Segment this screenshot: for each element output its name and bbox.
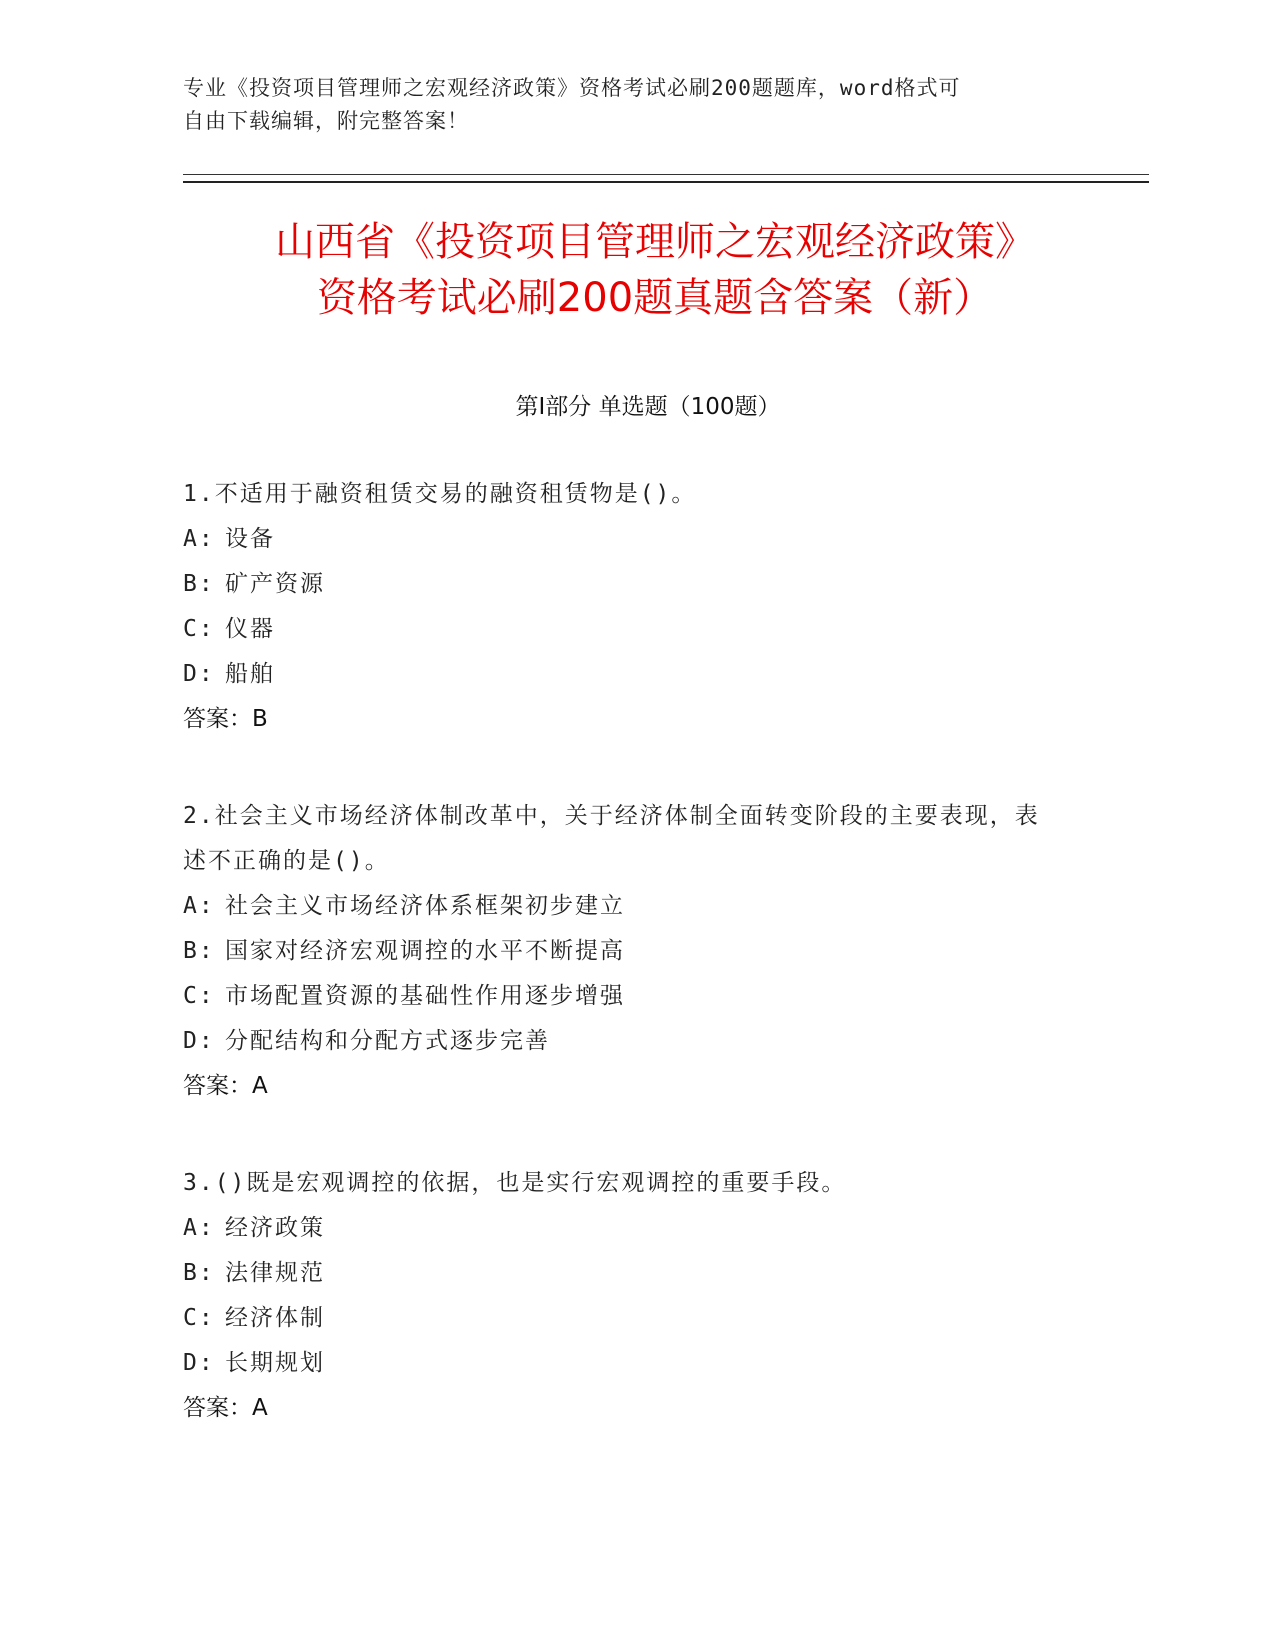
option-a [183, 884, 1053, 929]
option-text: 法律规范 [225, 1260, 325, 1286]
answer-line: 答案：B [183, 706, 268, 732]
answer-line: 答案：A [183, 1395, 268, 1421]
question-stem: 1.不适用于融资租赁交易的融资租赁物是()。 [183, 481, 697, 507]
option-letter: C: [183, 616, 215, 642]
option-text: 分配结构和分配方式逐步完善 [225, 1028, 550, 1054]
header-divider-thick [183, 181, 1149, 183]
option-letter: B: [183, 938, 215, 964]
option-letter: B: [183, 1260, 215, 1286]
title-line-2: 资格考试必刷200题真题含答案（新） [316, 275, 994, 321]
option-letter: D: [183, 661, 215, 687]
option-b [183, 562, 1053, 607]
option-d [183, 652, 1053, 697]
question-stem: 3.()既是宏观调控的依据，也是实行宏观调控的重要手段。 [183, 1170, 847, 1196]
option-a [183, 1206, 1053, 1251]
header-divider-thin [183, 174, 1149, 175]
option-c [183, 974, 1053, 1019]
title-line-1: 山西省《投资项目管理师之宏观经济政策》 [275, 219, 1035, 265]
option-text: 经济政策 [225, 1215, 325, 1241]
option-letter: C: [183, 1305, 215, 1331]
option-letter: A: [183, 526, 215, 552]
question-item [183, 472, 1053, 742]
option-letter: B: [183, 571, 215, 597]
option-letter: A: [183, 1215, 215, 1241]
option-text: 设备 [225, 526, 275, 552]
option-letter: D: [183, 1028, 215, 1054]
intro-line-1: 专业《投资项目管理师之宏观经济政策》资格考试必刷200题题库，word格式可 [183, 76, 961, 100]
question-stem: 2.社会主义市场经济体制改革中，关于经济体制全面转变阶段的主要表现，表述不正确的是()。 [183, 803, 1040, 874]
question-item [183, 794, 1053, 1109]
option-letter: C: [183, 983, 215, 1009]
option-c [183, 607, 1053, 652]
option-a [183, 517, 1053, 562]
intro-line-2: 自由下载编辑，附完整答案！ [183, 109, 469, 133]
intro-text [183, 72, 1063, 138]
option-text: 市场配置资源的基础性作用逐步增强 [225, 983, 625, 1009]
option-b [183, 929, 1053, 974]
answer-line: 答案：A [183, 1073, 268, 1099]
option-text: 长期规划 [225, 1350, 325, 1376]
option-text: 船舶 [225, 661, 275, 687]
option-text: 仪器 [225, 616, 275, 642]
option-text: 矿产资源 [225, 571, 325, 597]
option-d [183, 1341, 1053, 1386]
option-text: 经济体制 [225, 1305, 325, 1331]
option-letter: A: [183, 893, 215, 919]
document-title [150, 214, 1160, 326]
option-b [183, 1251, 1053, 1296]
option-c [183, 1296, 1053, 1341]
option-d [183, 1019, 1053, 1064]
question-list [183, 472, 1053, 1483]
question-item [183, 1161, 1053, 1431]
section-title: 第Ⅰ部分 单选题（100题） [515, 394, 781, 420]
option-text: 国家对经济宏观调控的水平不断提高 [225, 938, 625, 964]
option-text: 社会主义市场经济体系框架初步建立 [225, 893, 625, 919]
option-letter: D: [183, 1350, 215, 1376]
